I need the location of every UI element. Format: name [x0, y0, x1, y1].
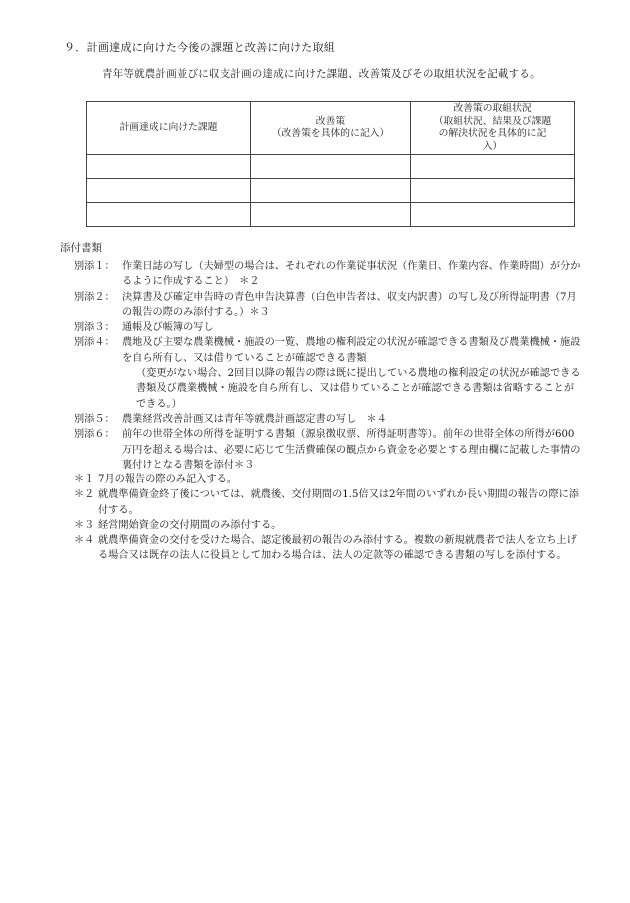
footnote-text: 就農準備資金の交付を受けた場合、認定後最初の報告のみ添付する。複数の新規就農者で法人を立ち上げる場合又は既存の法人に役員として加わる場合は、法人の定款等の確認できる書類の写しを添付する。 [98, 535, 577, 562]
table-cell[interactable] [251, 155, 411, 179]
header-measure-line: （改善策を具体的に記入） [271, 128, 390, 139]
attachment-label: 別添１： [74, 261, 115, 272]
table-cell[interactable] [411, 155, 575, 179]
attachment-text: 農業経営改善計画又は青年等就農計画認定書の写し ＊４ [122, 413, 387, 425]
table-cell[interactable] [87, 155, 251, 179]
attachment-item [74, 320, 584, 335]
table-cell[interactable] [251, 179, 411, 203]
table-row [87, 179, 575, 203]
table-row [87, 203, 575, 227]
footnote-item [74, 533, 584, 564]
attachment-label: 別添５： [74, 413, 115, 425]
table-row [87, 155, 575, 179]
header-issue-line: 計画達成に向けた課題 [119, 121, 218, 133]
header-status [411, 102, 575, 155]
header-status-line: 改善策の取組状況 [453, 103, 532, 114]
attachment-label: 別添３： [74, 322, 115, 334]
attachment-label: 別添６： [74, 429, 115, 441]
attachment-item [74, 412, 584, 427]
attachment-text: 通帳及び帳簿の写し [122, 322, 214, 334]
footnote-item [74, 487, 584, 518]
footnote-mark: ＊４ [74, 535, 95, 547]
footnote-item [74, 472, 584, 487]
attachment-note-text: （変更がない場合、2回目以降の報告の際は既に提出している農地の権利設定の状況が確認できる書類及び農業機械・施設を自ら所有し、又は借りていることが確認できる書類は省略することができる。） [136, 368, 581, 410]
table-cell[interactable] [251, 203, 411, 227]
table-cell[interactable] [411, 179, 575, 203]
footnote-mark: ＊１ [74, 474, 95, 485]
footnote-text: 経営開始資金の交付期間のみ添付する。 [98, 519, 282, 531]
attachment-note [74, 366, 584, 412]
footnote-item [74, 518, 584, 533]
issues-table [86, 101, 575, 227]
section-heading: ９．計画達成に向けた今後の課題と改善に向けた取組 [64, 41, 336, 54]
attachment-item [74, 259, 584, 290]
footnote-text: 7月の報告の際のみ記入する。 [98, 474, 237, 485]
footnote-mark: ＊２ [74, 489, 95, 501]
attachment-item [74, 335, 584, 366]
attachment-label: 別添４： [74, 337, 115, 349]
attachment-item [74, 290, 584, 321]
section-description: 青年等就農計画並びに収支計画の達成に向けた課題、改善策及びその取組状況を記載する。 [102, 68, 541, 80]
header-status-line: の解決状況を具体的に記 [438, 128, 547, 139]
attachments-list [74, 259, 584, 473]
header-measure [251, 102, 411, 155]
attachment-item [74, 427, 584, 473]
table-cell[interactable] [87, 179, 251, 203]
footnote-text: 就農準備資金終了後については、就農後、交付期間の1.5倍又は2年間のいずれか長い期間の報告の際に添付する。 [98, 489, 579, 516]
footnotes-list [74, 472, 584, 564]
table-header-row [87, 102, 575, 155]
attachment-text: 農地及び主要な農業機械・施設の一覧、農地の権利設定の状況が確認できる書類及び農業機械・施設を自ら所有し、又は借りていることが確認できる書類 [122, 337, 581, 364]
header-status-line: （取組状況、結果及び課題 [433, 115, 552, 127]
footnote-mark: ＊３ [74, 519, 95, 531]
attachment-text: 決算書及び確定申告時の青色申告決算書（白色申告者は、収支内訳書）の写し及び所得証明書（7月の報告の際のみ添付する。）＊３ [122, 291, 577, 318]
table-cell[interactable] [411, 203, 575, 227]
header-issue [87, 102, 251, 155]
attachment-text: 作業日誌の写し（夫婦型の場合は、それぞれの作業従事状況（作業日、作業内容、作業時間）が分かるように作成すること） ＊２ [122, 261, 581, 288]
header-measure-line: 改善策 [315, 115, 346, 127]
attachment-label: 別添２： [74, 291, 115, 303]
attachments-title: 添付書類 [60, 242, 102, 254]
attachment-text: 前年の世帯全体の所得を証明する書類（源泉徴収票、所得証明書等）。前年の世帯全体の所得が600万円を超える場合は、必要に応じて生活費確保の観点から資金を必要とする理由欄に記載した事情の裏付けとなる書類を添付＊３ [122, 429, 581, 471]
table-cell[interactable] [87, 203, 251, 227]
header-status-line: 入） [482, 140, 503, 152]
